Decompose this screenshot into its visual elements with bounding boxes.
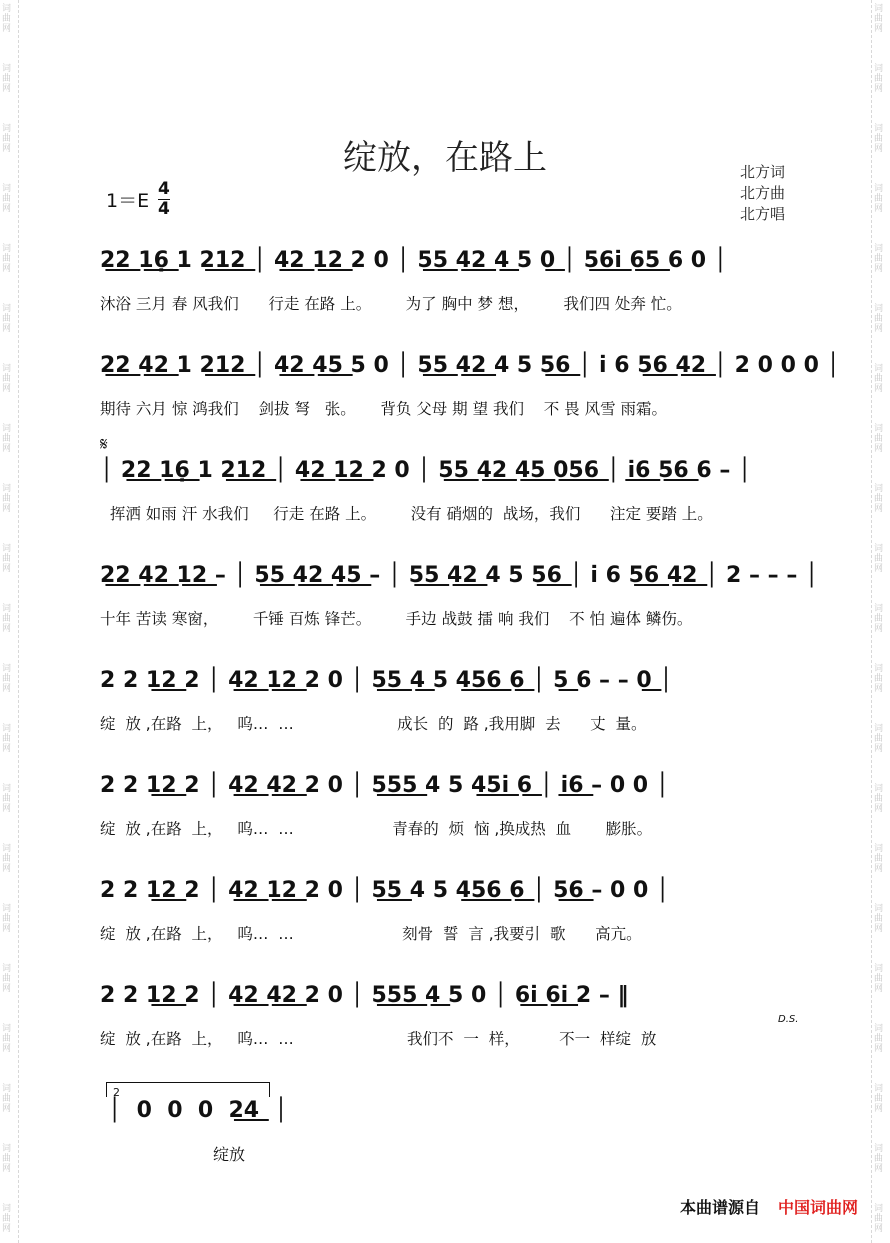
lyrics-line: 期待 六月 惊 鸿我们 剑拔 弩 张。 背负 父母 期 望 我们 不 畏 风雪 雨霜。 [100, 400, 668, 418]
singer: 北方唱 [739, 205, 785, 223]
volta-bracket [106, 1082, 270, 1097]
watermark-text: 词曲网 [2, 304, 12, 334]
song-title: 绽放，在路上 [343, 138, 547, 178]
time-signature [158, 180, 170, 219]
lyrics-line: 绽 放 ,在路 上， 呜… … 刻骨 誓 言 ,我要引 歌 高亢。 [100, 925, 642, 943]
watermark-text: 词曲网 [2, 244, 12, 274]
watermark-text: 词曲网 [874, 1024, 884, 1054]
watermark-text: 词曲网 [2, 4, 12, 34]
watermark-text: 词曲网 [874, 364, 884, 394]
key-signature [106, 179, 170, 219]
ending-notes: │ 0 0 0 2͟4͟ │ [108, 1098, 288, 1123]
watermark-text: 词曲网 [2, 784, 12, 814]
watermark-text: 词曲网 [874, 604, 884, 634]
watermark-text: 词曲网 [2, 364, 12, 394]
watermark-text: 词曲网 [874, 64, 884, 94]
composer: 北方曲 [739, 184, 785, 202]
watermark-text: 词曲网 [874, 124, 884, 154]
lyrics-line: 十年 苦读 寒窗， 千锤 百炼 锋芒。 手边 战鼓 擂 响 我们 不 怕 遍体 鳞伤。 [100, 610, 693, 628]
left-watermark-strip [0, 0, 19, 1243]
time-bottom: 4 [158, 199, 170, 219]
watermark-text: 词曲网 [2, 844, 12, 874]
score-system-2 [100, 353, 840, 433]
score-system-6 [100, 773, 790, 853]
watermark-text: 词曲网 [874, 544, 884, 574]
right-watermark-strip [871, 0, 890, 1243]
lyrics-line: 绽 放 ,在路 上， 呜… … 我们不 一 样， 不一 样绽 放 [100, 1030, 657, 1048]
lyricist: 北方词 [739, 163, 785, 181]
notes-line: 2 2 1͟2͟ 2 │ 4͟2͟ 4͟2͟ 2 0 │ 5͟5͟5͟ 4͟ 5 0 │ 6͟i̇͟ 6͟i̇͟ 2 – ‖ [100, 983, 629, 1008]
watermark-text: 词曲网 [874, 1204, 884, 1234]
segno-sign: 𝄋 [100, 434, 108, 455]
watermark-text: 词曲网 [874, 1144, 884, 1174]
source-label: 本曲谱源自 [679, 1198, 760, 1217]
score-system-7 [100, 878, 790, 958]
notes-line: 2͟2͟ 4͟2͟ 1 2͟1͟2͟ │ 4͟2͟ 4͟5͟ 5 0 │ 5͟5͟ 4͟2͟ 4 5 5͟6͟ │ i̇ 6 5͟6͟ 4͟2͟ │ 2 0 0 0 │ [100, 353, 840, 378]
watermark-text: 词曲网 [2, 1204, 12, 1234]
notes-line: 2 2 1͟2͟ 2 │ 4͟2͟ 4͟2͟ 2 0 │ 5͟5͟5͟ 4 5 4͟5͟i̇͟ 6͟ │ i̇͟6͟ – 0 0 │ [100, 773, 670, 798]
source-credit [680, 1195, 858, 1218]
watermark-text: 词曲网 [2, 724, 12, 754]
key-label: 1＝E [106, 190, 150, 212]
watermark-text: 词曲网 [874, 4, 884, 34]
watermark-text: 词曲网 [2, 1024, 12, 1054]
watermark-text: 词曲网 [874, 424, 884, 454]
watermark-text: 词曲网 [2, 64, 12, 94]
lyrics-line: 绽 放 ,在路 上， 呜… … 成长 的 路 ,我用脚 去 丈 量。 [100, 715, 647, 733]
watermark-text: 词曲网 [2, 484, 12, 514]
watermark-text: 词曲网 [2, 424, 12, 454]
watermark-text: 词曲网 [874, 784, 884, 814]
watermark-text: 词曲网 [874, 1084, 884, 1114]
watermark-text: 词曲网 [2, 1084, 12, 1114]
score-system-1 [100, 248, 790, 328]
watermark-text: 词曲网 [874, 964, 884, 994]
watermark-text: 词曲网 [874, 484, 884, 514]
ending-lyric: 绽放 [213, 1145, 246, 1164]
watermark-text: 词曲网 [874, 844, 884, 874]
score-system-8 [100, 983, 790, 1063]
notes-line: 2͟2͟ 4͟2͟ 1͟2͟ – │ 5͟5͟ 4͟2͟ 4͟5͟ – │ 5͟5͟ 4͟2͟ 4 5 5͟6͟ │ i̇ 6 5͟6͟ 4͟2͟ │ 2 – – – │ [100, 563, 819, 588]
watermark-text: 词曲网 [874, 184, 884, 214]
watermark-text: 词曲网 [2, 544, 12, 574]
time-top: 4 [158, 179, 170, 199]
watermark-text: 词曲网 [874, 244, 884, 274]
notes-line: 2 2 1͟2͟ 2 │ 4͟2͟ 1͟2͟ 2 0 │ 5͟5͟ 4 5 4͟5͟6͟ 6͟ │ 5͟6͟ – 0 0 │ [100, 878, 670, 903]
watermark-text: 词曲网 [2, 664, 12, 694]
watermark-text: 词曲网 [2, 184, 12, 214]
watermark-text: 词曲网 [2, 964, 12, 994]
lyrics-line: 沐浴 三月 春 风我们 行走 在路 上。 为了 胸中 梦 想， 我们四 处奔 忙。 [100, 295, 682, 313]
notes-line: │ 2͟2͟ 1͟6̣͟ 1 2͟1͟2͟ │ 4͟2͟ 1͟2͟ 2 0 │ 5͟5͟ 4͟2͟ 4͟5͟ 0͟5͟6͟ │ i̇͟6͟ 5͟6͟ 6 – │ [100, 458, 752, 483]
watermark-text: 词曲网 [874, 904, 884, 934]
lyrics-line: 挥洒 如雨 汗 水我们 行走 在路 上。 没有 硝烟的 战场，我们 注定 要踏 上。 [100, 505, 713, 523]
notes-line: 2͟2͟ 1͟6̣͟ 1 2͟1͟2͟ │ 4͟2͟ 1͟2͟ 2 0 │ 5͟5͟ 4͟2͟ 4͟ 5 0͟ │ 5͟6͟i̇͟ 6͟5͟ 6 0 │ [100, 248, 728, 273]
watermark-text: 词曲网 [874, 724, 884, 754]
watermark-text: 词曲网 [2, 1144, 12, 1174]
volta-number: 2 [113, 1086, 120, 1099]
score-system-3 [100, 458, 790, 538]
watermark-text: 词曲网 [874, 304, 884, 334]
watermark-text: 词曲网 [2, 124, 12, 154]
credits [740, 162, 785, 225]
notes-line: 2 2 1͟2͟ 2 │ 4͟2͟ 1͟2͟ 2 0 │ 5͟5͟ 4͟ 5 4͟5͟6͟ 6͟ │ 5͟ 6 – – 0͟ │ [100, 668, 673, 693]
watermark-text: 词曲网 [2, 604, 12, 634]
watermark-text: 词曲网 [874, 664, 884, 694]
score-system-4 [100, 563, 819, 643]
watermark-text: 词曲网 [2, 904, 12, 934]
source-brand-link[interactable]: 中国词曲网 [777, 1198, 858, 1217]
lyrics-line: 绽 放 ,在路 上， 呜… … 青春的 烦 恼 ,换成热 血 膨胀。 [100, 820, 653, 838]
ds-mark: D.S. [778, 1014, 799, 1025]
score-system-5 [100, 668, 790, 748]
